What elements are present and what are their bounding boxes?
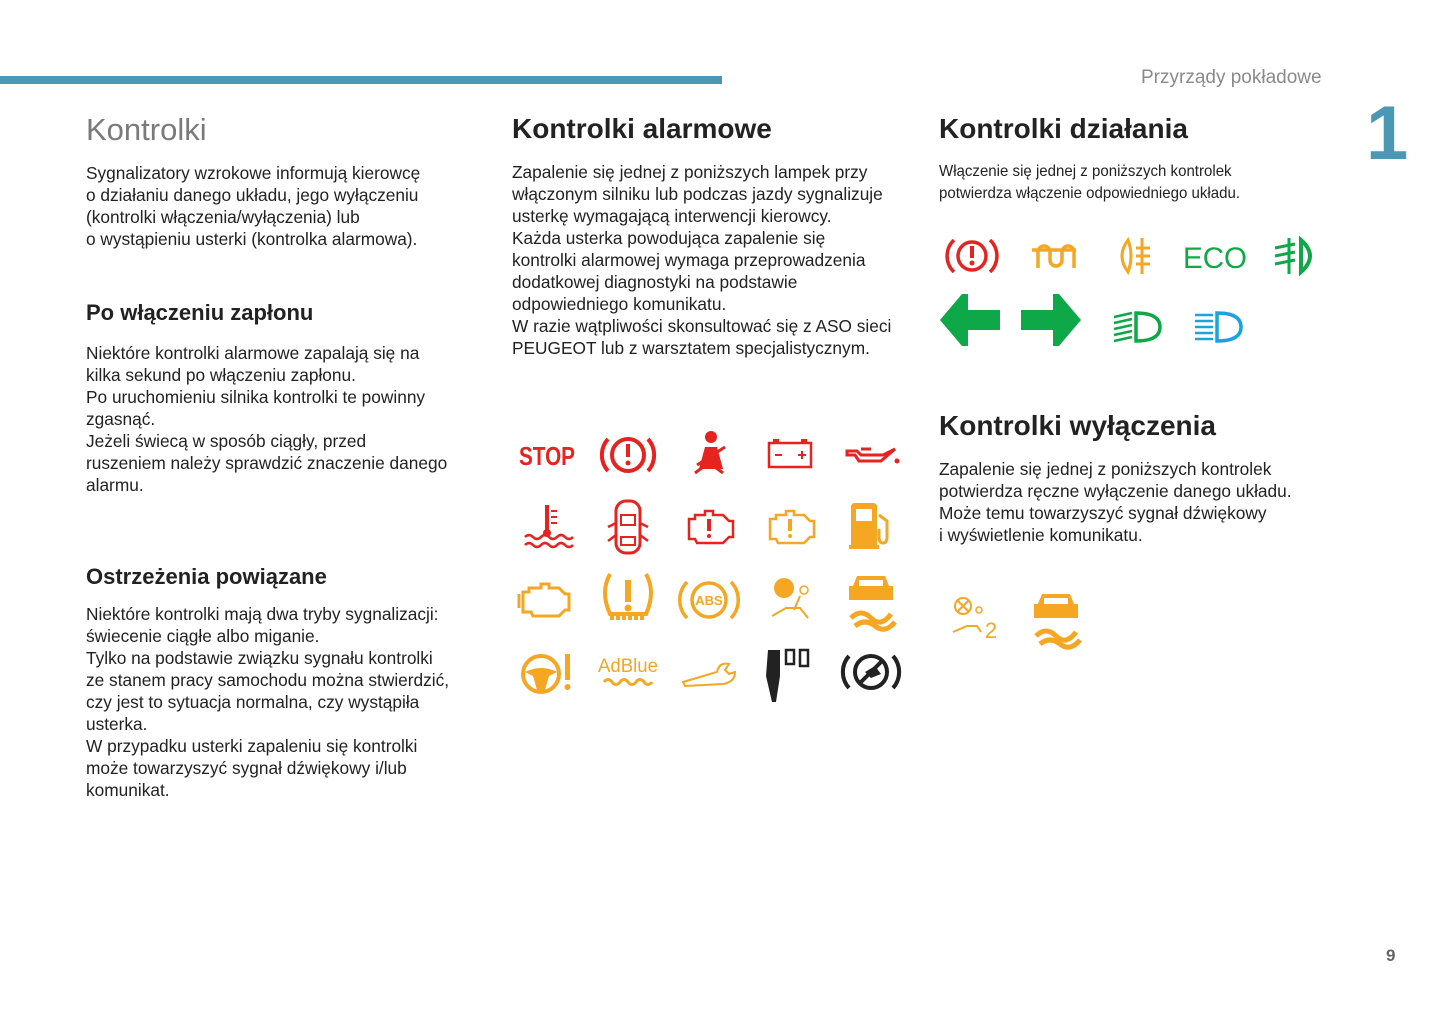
section-title: Przyrządy pokładowe — [1141, 67, 1322, 88]
abs-icon — [677, 570, 741, 630]
eco-icon — [1180, 226, 1250, 286]
rear-fog-light-icon — [1104, 226, 1168, 286]
engine-check-icon — [515, 570, 579, 630]
oil-pressure-icon — [839, 425, 903, 485]
heading-alarm: Kontrolki alarmowe — [512, 113, 772, 144]
related-text: Niektóre kontrolki mają dwa tryby sygnalizacji: świecenie ciągłe albo miganie. Tylko na podstawie związku sygnału kontrolki ze stanem pracy samochodu można stwierdzić, czy jest to sytuacja normalna, czy wystąpiła usterka. W przypadku usterki zapaleniu się kontrolki może towarzyszyć sygnał dźwiękowy i/lub komunikat. — [86, 604, 450, 800]
header-bar — [0, 76, 722, 84]
svg-text:ABS: ABS — [695, 593, 723, 608]
heading-ignition: Po włączeniu zapłonu — [86, 300, 314, 325]
svg-text:STOP: STOP — [519, 441, 575, 471]
intro-text: Sygnalizatory wzrokowe informują kierowcę o działaniu danego układu, jego wyłączeniu (kontrolki włączenia/wyłączenia) lub o wystąpieniu usterki (kontrolka alarmowa). — [86, 163, 421, 249]
seatbelt-icon — [677, 425, 741, 485]
turn-right-icon — [1019, 290, 1083, 350]
off-text: Zapalenie się jednej z poniższych kontrolek potwierdza ręczne wyłączenie danego układu. Może temu towarzyszyć sygnał dźwiękowy i wyświetlenie komunikatu. — [939, 459, 1292, 545]
column-off — [939, 410, 1359, 546]
fuel-low-icon — [839, 497, 903, 557]
ignition-text: Niektóre kontrolki alarmowe zapalają się na kilka sekund po włączeniu zapłonu. Po uruchomieniu silnika kontrolki te powinny zgasnąć. Jeżeli świecą w sposób ciągły, przed ruszeniem należy sprawdzić znaczenie danego alarmu. — [86, 343, 448, 495]
svg-text:AdBlue: AdBlue — [598, 656, 658, 677]
column-action — [939, 113, 1359, 205]
airbag-icon — [758, 570, 822, 630]
svg-text:ECO: ECO — [1183, 242, 1247, 275]
adblue-icon — [596, 642, 660, 702]
power-steering-icon — [515, 642, 579, 702]
dipped-beam-icon — [1104, 297, 1168, 357]
electric-parking-brake-icon — [839, 642, 903, 702]
brake-warning-icon — [596, 425, 660, 485]
column-kontrolki — [86, 112, 496, 801]
alarm-text: Zapalenie się jednej z poniższych lampek przy włączonym silniku lub podczas jazdy sygnalizuje usterkę wymagającą interwencji kierowcy. Każda usterka powodująca zapalenie się kontrolki alarmowej wymaga przeprowadzenia dodatkowej diagnostyki na podstawie odpowiedniego komunikatu. W razie wątpliwości skonsultować się z ASO sieci PEUGEOT lub z warsztatem specjalistycznym. — [512, 162, 892, 358]
battery-icon — [758, 425, 822, 485]
parking-brake-icon — [940, 226, 1004, 286]
main-beam-icon — [1185, 297, 1249, 357]
action-text: Włączenie się jednej z poniższych kontrolek potwierdza włączenie odpowiedniego układu. — [939, 163, 1241, 202]
column-alarm — [512, 113, 922, 359]
svg-text:2: 2 — [984, 618, 998, 643]
door-open-icon — [596, 497, 660, 557]
heading-action: Kontrolki działania — [939, 113, 1188, 144]
front-fog-light-icon — [1265, 226, 1329, 286]
stop-icon — [515, 425, 579, 485]
preheating-icon — [1022, 226, 1086, 286]
page-number: 9 — [1386, 946, 1396, 965]
coolant-temperature-icon — [515, 497, 579, 557]
turn-left-icon — [938, 290, 1002, 350]
engine-fault-orange-icon — [758, 497, 822, 557]
traction-control-off-icon — [1024, 588, 1088, 648]
passenger-airbag-off-icon — [943, 588, 1007, 648]
chapter-number: 1 — [1366, 91, 1409, 176]
heading-off: Kontrolki wyłączenia — [939, 410, 1216, 441]
service-wrench-icon — [677, 642, 741, 702]
page-title: Kontrolki — [86, 112, 207, 147]
traction-control-icon — [839, 570, 903, 630]
foot-on-brake-icon — [758, 642, 822, 702]
engine-fault-red-icon — [677, 497, 741, 557]
heading-related: Ostrzeżenia powiązane — [86, 564, 327, 589]
tyre-pressure-icon — [596, 570, 660, 630]
